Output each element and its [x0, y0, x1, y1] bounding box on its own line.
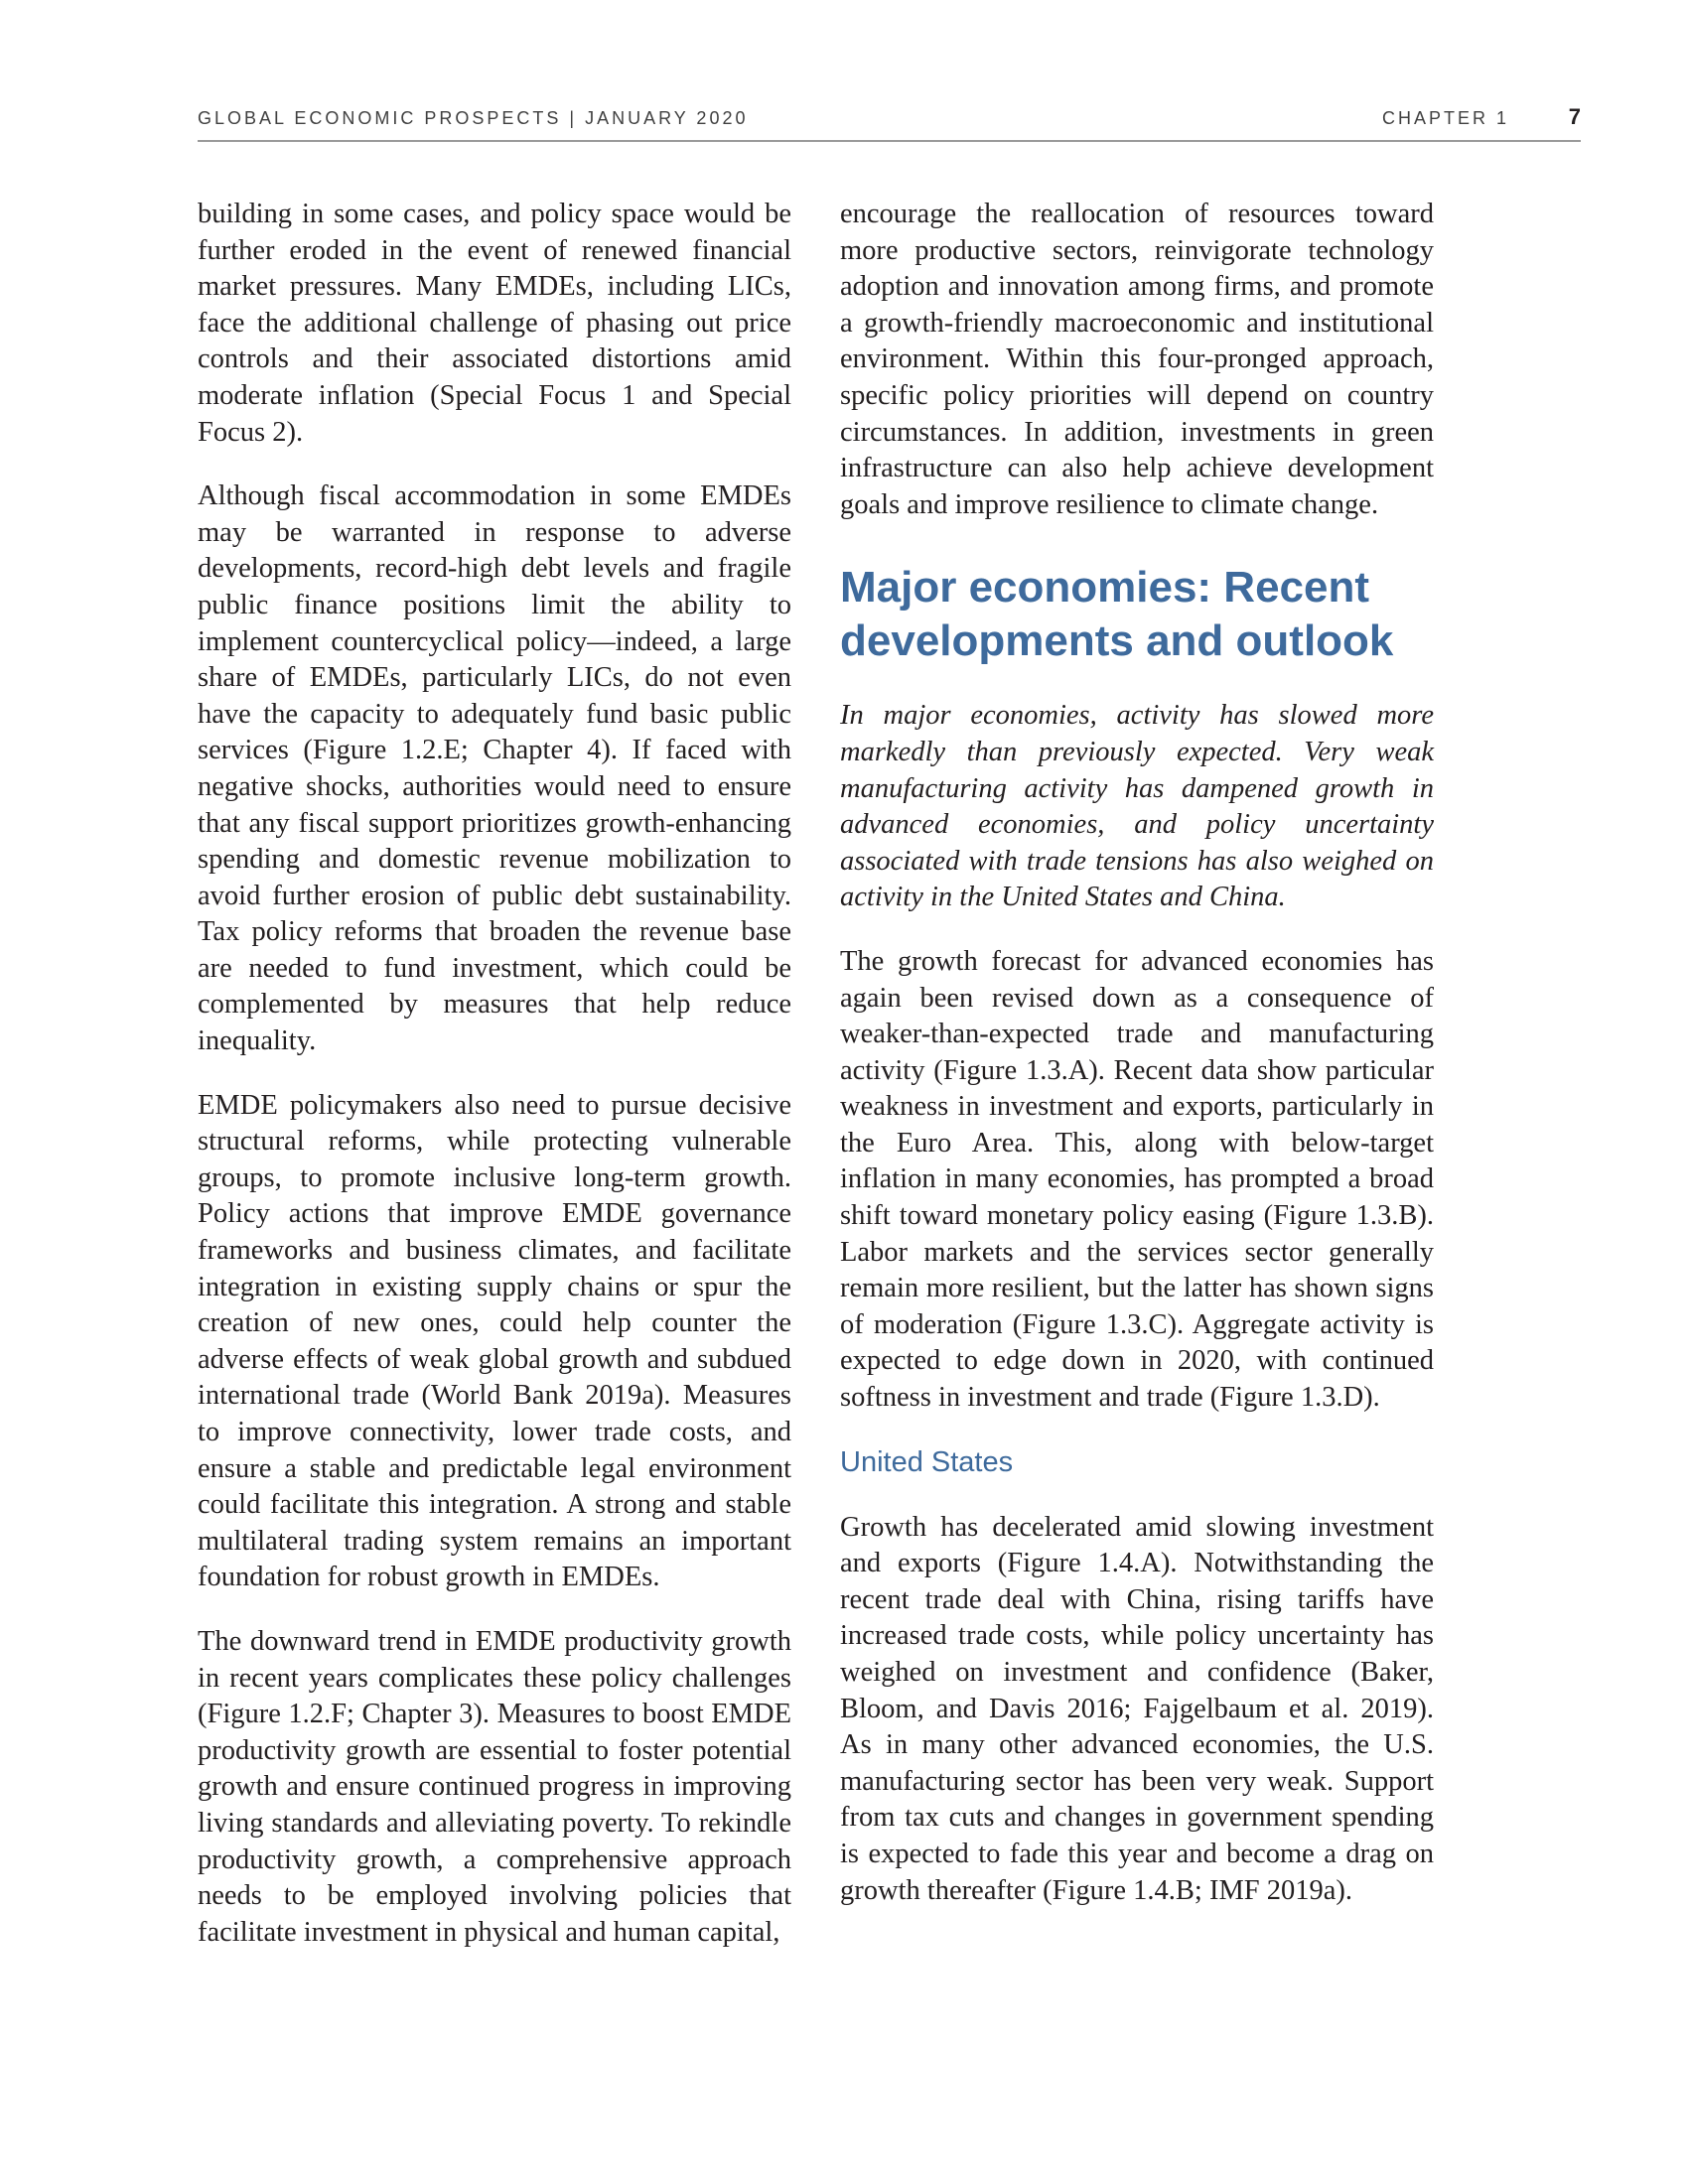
running-header	[198, 104, 1581, 142]
publication-title: GLOBAL ECONOMIC PROSPECTS | JANUARY 2020	[198, 108, 749, 128]
paragraph: The downward trend in EMDE productivity growth in recent years complicates these policy challenges (Figure 1.2.F; Chapter 3). Measures to boost EMDE productivity growth are essential to foster potential growth and ensure continued progress in improving living standards and alleviating poverty. To rekindle productivity growth, a comprehensive approach needs to be employed involving policies that facilitate investment in physical and human capital,	[198, 1625, 791, 1948]
paragraph: Growth has decelerated amid slowing investment and exports (Figure 1.4.A). Notwithstanding the recent trade deal with China, rising tariffs have increased trade costs, while policy uncertainty has weighed on investment and confidence (Baker, Bloom, and Davis 2016; Fajgelbaum et al. 2019). As in many other advanced economies, the U.S. manufacturing sector has been very weak. Support from tax cuts and changes in government spending is expected to fade this year and become a drag on growth thereafter (Figure 1.4.B; IMF 2019a).	[840, 1511, 1434, 1906]
paragraph: The growth forecast for advanced economies has again been revised down as a consequence of weaker-than-expected trade and manufacturing activity (Figure 1.3.A). Recent data show particular weakness in investment and exports, particularly in the Euro Area. This, along with below-target inflation in many economies, has prompted a broad shift toward monetary policy easing (Figure 1.3.B). Labor markets and the services sector generally remain more resilient, but the latter has shown signs of moderation (Figure 1.3.C). Aggregate activity is expected to edge down in 2020, with continued softness in investment and trade (Figure 1.3.D).	[840, 945, 1434, 1414]
chapter-label: CHAPTER 1	[1381, 108, 1509, 128]
paragraph: encourage the reallocation of resources toward more productive sectors, reinvigorate technology adoption and innovation among firms, and promote a growth-friendly macroeconomic and institutional environment. Within this four-pronged approach, specific policy priorities will depend on country circumstances. In addition, investments in green infrastructure can also help achieve development goals and improve resilience to climate change.	[840, 199, 1434, 520]
left-column	[198, 197, 791, 1979]
section-summary: In major economies, activity has slowed more markedly than previously expected. Very weak manufacturing activity has dampened growth in advanced economies, and policy uncertainty associated with trade tensions has also weighed on activity in the United States and China.	[840, 700, 1434, 913]
right-column	[840, 197, 1434, 1937]
paragraph: building in some cases, and policy space would be further eroded in the event of renewed financial market pressures. Many EMDEs, including LICs, face the additional challenge of phasing out price controls and their associated distortions amid moderate inflation (Special Focus 1 and Special Focus 2).	[198, 199, 791, 448]
section-heading: Major economies: Recent developments and outlook	[840, 563, 1394, 666]
paragraph: Although fiscal accommodation in some EMDEs may be warranted in response to adverse developments, record-high debt levels and fragile public finance positions limit the ability to implement countercyclical policy—indeed, a large share of EMDEs, particularly LICs, do not even have the capacity to adequately fund basic public services (Figure 1.2.E; Chapter 4). If faced with negative shocks, authorities would need to ensure that any fiscal support prioritizes growth-enhancing spending and domestic revenue mobilization to avoid further erosion of public debt sustainability. Tax policy reforms that broaden the revenue base are needed to fund investment, which could be complemented by measures that help reduce inequality.	[198, 480, 791, 1057]
subsection-heading: United States	[840, 1445, 1014, 1478]
page-number: 7	[1568, 104, 1581, 129]
paragraph: EMDE policymakers also need to pursue decisive structural reforms, while protecting vulnerable groups, to promote inclusive long-term growth. Policy actions that improve EMDE governance frameworks and business climates, and facilitate integration in existing supply chains or spur the creation of new ones, could help counter the adverse effects of weak global growth and subdued international trade (World Bank 2019a). Measures to improve connectivity, lower trade costs, and ensure a stable and predictable legal environment could facilitate this integration. A strong and stable multilateral trading system remains an important foundation for robust growth in EMDEs.	[198, 1089, 791, 1593]
